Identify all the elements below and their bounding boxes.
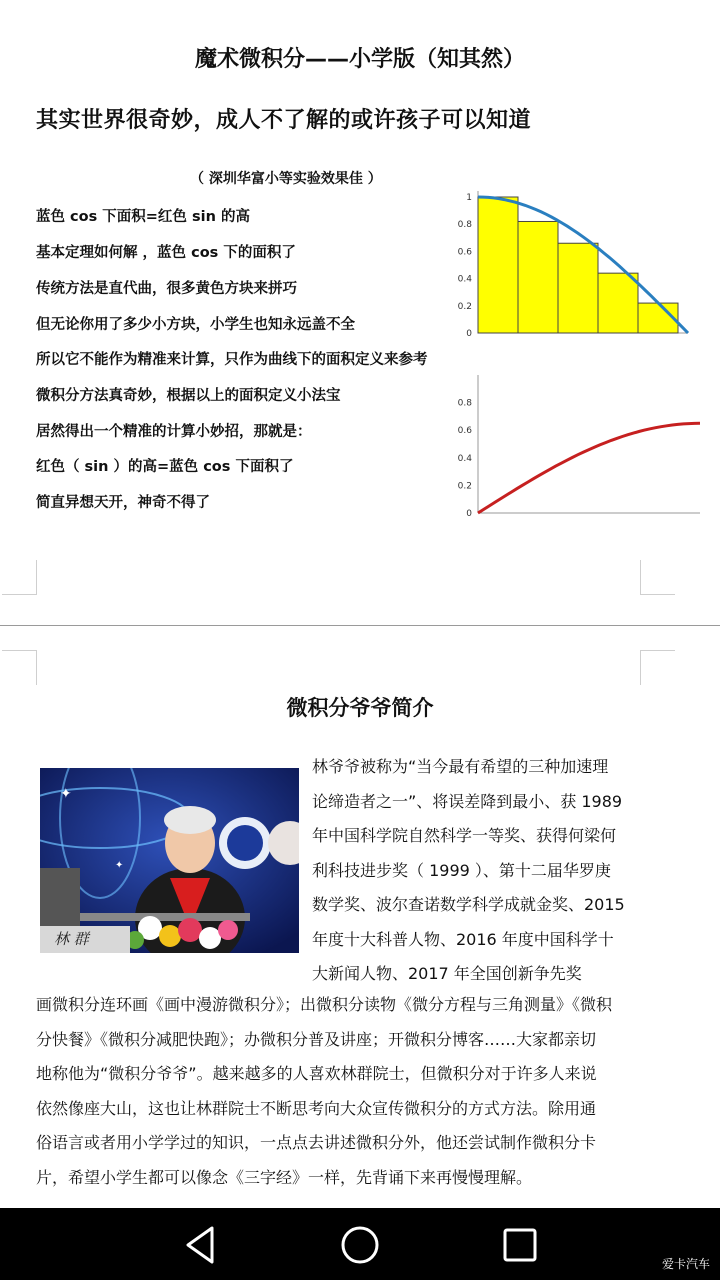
text-line: 居然得出一个精准的计算小妙招，那就是：: [36, 424, 312, 440]
bio-right-column: [312, 750, 642, 992]
y-tick-label: 0.8: [457, 398, 472, 409]
bar: [598, 273, 638, 333]
svg-text:✦: ✦: [60, 786, 72, 802]
y-tick-label: 1: [466, 193, 472, 203]
text-line: 红色（ sin ）的高=蓝色 cos 下面积了: [36, 459, 294, 475]
y-tick-label: 0.8: [457, 220, 472, 231]
sin-curve: [478, 423, 700, 513]
bar: [558, 243, 598, 333]
watermark: 爱卡汽车: [661, 1257, 710, 1271]
navigation-bar: [0, 1208, 720, 1280]
y-tick-label: 0: [466, 509, 472, 519]
bio-line: 分快餐》《微积分减肥快跑》；办微积分普及讲座；开微积分博客……大家都亲切: [36, 1029, 597, 1049]
page-corner-mark: [640, 650, 675, 685]
back-icon[interactable]: [178, 1222, 224, 1268]
bio-line: 大新闻人物、2017 年全国创新争先奖: [312, 964, 582, 983]
y-tick-label: 0.2: [457, 301, 472, 312]
y-tick-label: 0.2: [457, 481, 472, 492]
text-line: 蓝色 cos 下面积=红色 sin 的高: [36, 209, 250, 225]
photo-caption: 林 群: [54, 930, 89, 948]
bar: [518, 221, 558, 333]
y-tick-label: 0.4: [457, 453, 472, 464]
text-line: 所以它不能作为精准来计算，只作为曲线下的面积定义来参考: [36, 352, 428, 368]
bio-line: 林爷爷被称为“当今最有希望的三种加速理: [312, 757, 609, 776]
bio-line: 画微积分连环画《画中漫游微积分》；出微积分读物《微分方程与三角测量》《微积: [36, 995, 613, 1014]
bio-full-paragraph: [36, 988, 642, 1195]
bio-line: 数学奖、波尔查诺数学科学成就金奖、2015: [312, 895, 625, 914]
section-title: 微积分爷爷简介: [286, 696, 434, 720]
page-corner-mark: [640, 560, 675, 595]
riemann-bar-chart: [450, 185, 710, 345]
subnote: （ 深圳华富小等实验效果佳 ）: [190, 171, 382, 187]
y-tick-label: 0.4: [457, 274, 472, 285]
home-icon[interactable]: [337, 1222, 383, 1268]
bar: [478, 197, 518, 333]
sin-line-chart: [450, 368, 710, 523]
y-tick-label: 0.6: [457, 247, 472, 258]
bio-line: 依然像座大山，这也让林群院士不断思考向大众宣传微积分的方式方法。除用通: [36, 1098, 597, 1118]
bio-line: 年中国科学院自然科学一等奖、获得何梁何: [312, 826, 617, 845]
y-tick-label: 0.6: [457, 426, 472, 437]
bio-line: 俗语言或者用小学学过的知识，一点点去讲述微积分外，他还尝试制作微积分卡: [36, 1133, 597, 1152]
recents-icon[interactable]: [497, 1222, 543, 1268]
bio-line: 地称他为“微积分爷爷”。越来越多的人喜欢林群院士，但微积分对于许多人来说: [36, 1064, 597, 1083]
headline: 其实世界很奇妙，成人不了解的或许孩子可以知道: [36, 108, 532, 133]
text-line: 微积分方法真奇妙，根据以上的面积定义小法宝: [36, 388, 341, 404]
text-line: 简直异想天开，神奇不得了: [36, 495, 210, 511]
text-line: 基本定理如何解 ，蓝色 cos 下的面积了: [36, 245, 296, 261]
bio-line: 年度十大科普人物、2016 年度中国科学十: [312, 929, 614, 949]
page-divider: [0, 625, 720, 626]
y-tick-label: 0: [466, 329, 472, 339]
page-corner-mark: [2, 650, 37, 685]
bio-line: 利科技进步奖（ 1999 ）、第十二届华罗庚: [312, 860, 611, 880]
text-line: 但无论你用了多少小方块，小学生也知永远盖不全: [36, 317, 355, 333]
page-corner-mark: [2, 560, 37, 595]
bio-line: 论缔造者之一”、将误差降到最小、获 1989: [312, 791, 623, 811]
document-title: 魔术微积分——小学版（知其然）: [194, 47, 525, 72]
bio-line: 片，希望小学生都可以像念《三字经》一样，先背诵下来再慢慢理解。: [36, 1167, 533, 1187]
portrait-photo: [40, 768, 299, 953]
text-line: 传统方法是直代曲，很多黄色方块来拼巧: [36, 281, 297, 297]
svg-text:✦: ✦: [115, 860, 124, 871]
